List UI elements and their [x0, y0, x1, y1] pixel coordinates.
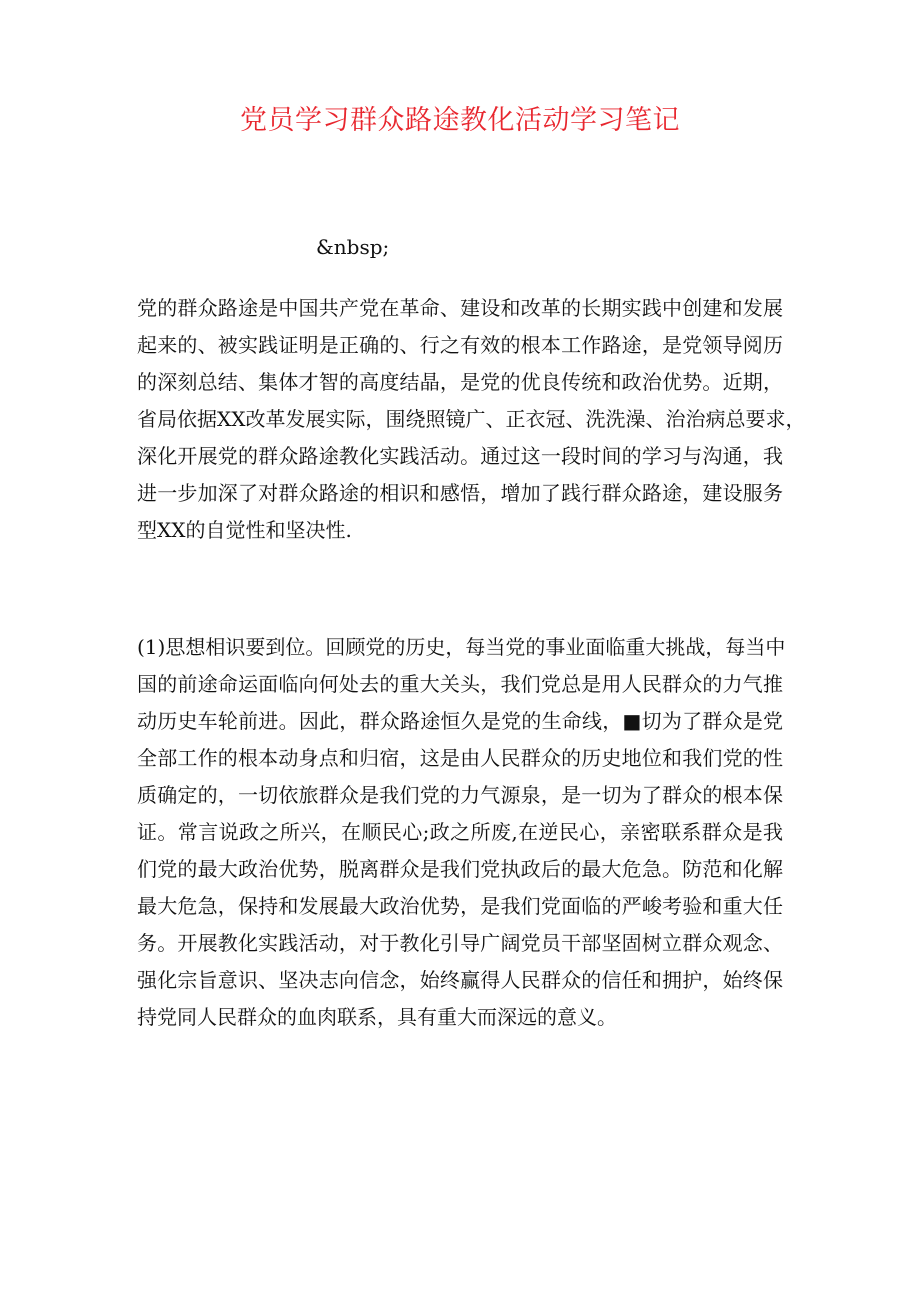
paragraph-line: 的深刻总结、集体才智的高度结晶，是党的优良传统和政治优势。近期，: [137, 370, 783, 394]
paragraph-line: 进一步加深了对群众路途的相识和感悟，增加了践行群众路途，建设服务: [137, 481, 783, 505]
paragraph-line: 最大危急，保持和发展最大政治优势，是我们党面临的严峻考验和重大任: [137, 894, 783, 918]
paragraph-line: 证。常言说政之所兴，在顺民心;政之所废,在逆民心，亲密联系群众是我: [137, 820, 783, 844]
paragraph-line: 国的前途命运面临向何处去的重大关头，我们党总是用人民群众的力气推: [137, 672, 783, 696]
paragraph-line: 省局依据XX改革发展实际，围绕照镜广、正衣冠、洗洗澡、治治病总要求，: [137, 407, 806, 431]
paragraph-1: [137, 290, 806, 549]
paragraph-line: 们党的最大政治优势，脱离群众是我们党执政后的最大危急。防范和化解: [137, 857, 783, 881]
paragraph-line: 动历史车轮前进。因此，群众路途恒久是党的生命线，■切为了群众是党: [137, 709, 783, 733]
paragraph-2: [137, 629, 786, 1036]
paragraph-line: 质确定的，一切依旅群众是我们党的力气源泉，是一切为了群众的根本保: [137, 783, 783, 807]
nbsp-artifact-line: &nbsp;: [316, 235, 390, 259]
paragraph-line: 型XX的自觉性和坚决性.: [137, 518, 352, 542]
paragraph-line: 起来的、被实践证明是正确的、行之有效的根本工作路途，是党领导阅历: [137, 333, 783, 357]
paragraph-line: 持党同人民群众的血肉联系，具有重大而深远的意义。: [137, 1005, 617, 1029]
paragraph-line: 务。开展教化实践活动，对于教化引导广阔党员干部坚固树立群众观念、: [137, 931, 783, 955]
paragraph-line: (1)思想相识要到位。回顾党的历史，每当党的事业面临重大挑战，每当中: [137, 635, 786, 659]
document-title: 党员学习群众路途教化活动学习笔记: [240, 105, 680, 136]
paragraph-line: 党的群众路途是中国共产党在革命、建设和改革的长期实践中创建和发展: [137, 296, 783, 320]
paragraph-line: 深化开展党的群众路途教化实践活动。通过这一段时间的学习与沟通，我: [137, 444, 783, 468]
paragraph-line: 全部工作的根本动身点和归宿，这是由人民群众的历史地位和我们党的性: [137, 746, 783, 770]
paragraph-line: 强化宗旨意识、坚决志向信念，始终赢得人民群众的信任和拥护，始终保: [137, 968, 783, 992]
